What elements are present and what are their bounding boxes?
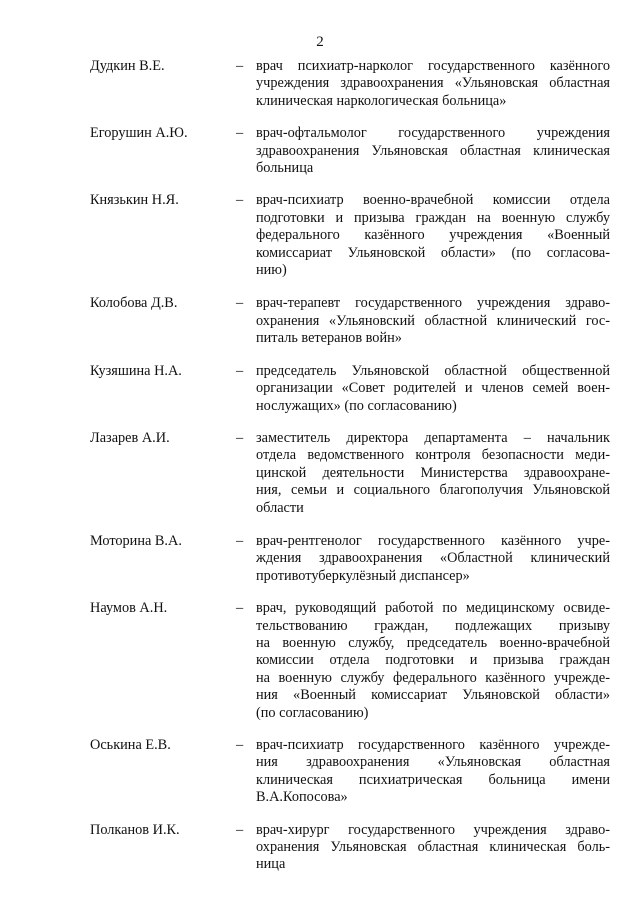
role-line: больница: [256, 160, 314, 177]
role-line: врач психиатр-нарколог государственного казённого: [256, 58, 610, 74]
role-line: врач-психиатр государственного казённого учрежде-: [256, 737, 610, 753]
member-name: Оськина Е.В.: [90, 737, 171, 753]
role-line: области: [256, 499, 304, 516]
list-item: [90, 363, 610, 415]
role-line: ница: [256, 856, 286, 873]
role-line: охранения Ульяновская областная клиническая боль-: [256, 839, 610, 856]
list-item: [90, 295, 610, 347]
member-name: Полканов И.К.: [90, 821, 180, 838]
role-line: здравоохранения Ульяновская областная клиническая: [256, 142, 610, 159]
role-line: цинской деятельности Министерства здравоохране-: [256, 464, 610, 481]
dash: –: [236, 192, 244, 209]
role-line: (по согласованию): [256, 704, 369, 721]
role-line: врач, руководящий работой по медицинскому освиде-: [256, 600, 610, 617]
role-line: питаль ветеранов войн»: [256, 330, 402, 347]
role-line: ждения здравоохранения «Областной клинический: [256, 550, 610, 567]
role-line: охранения «Ульяновский областной клинический гос-: [256, 312, 610, 329]
member-role: [256, 822, 610, 874]
dash: –: [236, 600, 244, 617]
member-role: [256, 737, 610, 807]
role-line: врач-рентгенолог государственного казённого учре-: [256, 532, 610, 549]
role-line: В.А.Копосова»: [256, 789, 348, 806]
role-line: заместитель директора департамента – начальник: [256, 429, 610, 446]
list-item: [90, 430, 610, 517]
role-line: врач-хирург государственного учреждения здраво-: [256, 821, 610, 838]
dash: –: [236, 362, 244, 379]
list-item: [90, 192, 610, 279]
member-role: [256, 125, 610, 177]
role-line: подготовки и призыва граждан на военную службу: [256, 209, 610, 226]
member-role: [256, 58, 610, 110]
dash: –: [236, 295, 244, 312]
member-role: [256, 363, 610, 415]
member-name: Дудкин В.Е.: [90, 58, 165, 74]
member-name: Наумов А.Н.: [90, 600, 168, 617]
role-line: комиссариат Ульяновской области» (по согласова-: [256, 244, 610, 261]
role-line: противотуберкулёзный диспансер»: [256, 567, 470, 584]
role-line: председатель Ульяновской областной общественной: [256, 362, 610, 379]
role-line: на военную службу, председатель военно-врачебной: [256, 634, 610, 651]
member-name: Моторина В.А.: [90, 532, 182, 549]
member-name: Кузяшина Н.А.: [90, 362, 182, 379]
role-line: комиссии отдела подготовки и призыва граждан: [256, 652, 610, 669]
role-line: нослужащих» (по согласованию): [256, 397, 457, 414]
member-name: Колобова Д.В.: [90, 295, 178, 312]
list-item: [90, 125, 610, 177]
member-role: [256, 533, 610, 585]
role-line: ния «Военный комиссариат Ульяновской области»: [256, 687, 610, 704]
dash: –: [236, 125, 244, 142]
page-number: 2: [316, 34, 324, 50]
list-item: [90, 58, 610, 110]
role-line: на военную службу федерального казённого учрежде-: [256, 669, 610, 686]
member-role: [256, 430, 610, 517]
member-name: Егорушин А.Ю.: [90, 125, 188, 142]
dash: –: [236, 429, 244, 446]
role-line: клиническая психиатрическая больница имени: [256, 771, 610, 788]
role-line: ния здравоохранения «Ульяновская областная: [256, 754, 610, 771]
role-line: тельствованию граждан, подлежащих призыву: [256, 617, 610, 634]
list-item: [90, 600, 610, 722]
role-line: врач-терапевт государственного учреждения здраво-: [256, 295, 610, 312]
dash: –: [236, 58, 244, 74]
member-role: [256, 600, 610, 722]
role-line: врач-офтальмолог государственного учреждения: [256, 125, 610, 142]
dash: –: [236, 532, 244, 549]
role-line: нию): [256, 262, 287, 279]
dash: –: [236, 737, 244, 753]
list-item: [90, 737, 610, 807]
member-list: [90, 58, 610, 874]
role-line: учреждения здравоохранения «Ульяновская областная: [256, 75, 610, 92]
member-name: Лазарев А.И.: [90, 429, 170, 446]
member-name: Князькин Н.Я.: [90, 192, 179, 209]
member-role: [256, 192, 610, 279]
role-line: клиническая наркологическая больница»: [256, 92, 507, 109]
role-line: врач-психиатр военно-врачебной комиссии отдела: [256, 192, 610, 209]
member-role: [256, 295, 610, 347]
list-item: [90, 822, 610, 874]
dash: –: [236, 821, 244, 838]
role-line: ния, семьи и социального благополучия Ульяновской: [256, 482, 610, 499]
role-line: федерального казённого учреждения «Военный: [256, 227, 610, 244]
role-line: отдела ведомственного контроля безопасности меди-: [256, 447, 610, 464]
list-item: [90, 533, 610, 585]
role-line: организации «Совет родителей и членов семей воен-: [256, 380, 610, 397]
